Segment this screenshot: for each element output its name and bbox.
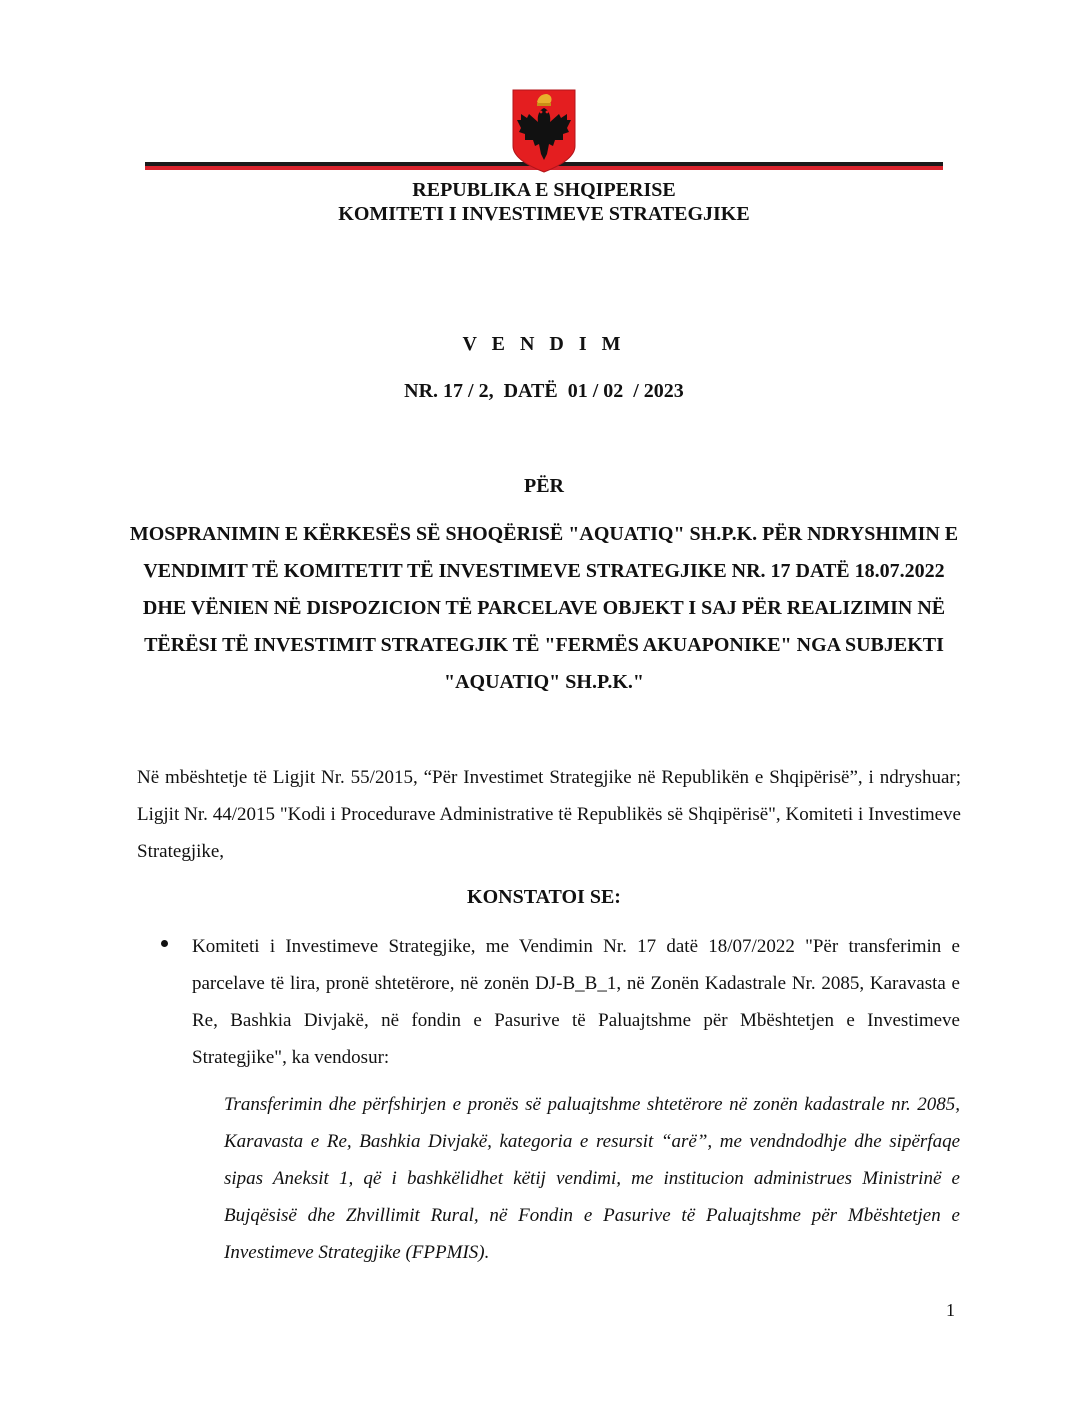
- decision-number: NR. 17 / 2, DATË 01 / 02 / 2023: [404, 380, 684, 402]
- header-committee: KOMITETI I INVESTIMEVE STRATEGJIKE: [338, 203, 750, 225]
- quoted-decision: Transferimin dhe përfshirjen e pronës së paluajtshme shtetërore në zonën kadastrale nr. 2085, Karavasta e Re, Bashkia Divjakë, kategoria e resursit “arë”, me vendndodhje dhe sipërfaqe sipas Aneksit 1, që i bashkëlidhet këtij vendimi, me institucion administrues Ministrinë e Bujqësisë dhe Zhvillimit Rural, në Fondin e Pasurive të Paluajtshme për Mbështetjen e Investimeve Strategjike (FPPMIS).: [224, 1094, 960, 1263]
- albanian-coat-of-arms-icon: [511, 88, 577, 174]
- bullet-paragraph: Komiteti i Investimeve Strategjike, me Vendimin Nr. 17 datë 18/07/2022 "Për transferimin e parcelave të lira, pronë shtetërore, në zonën DJ-B_B_1, në Zonën Kadastrale Nr. 2085, Karavasta e Re, Bashkia Divjakë, në fondin e Pasurive të Paluajtshme për Mbështetjen e Investimeve Strategjike", ka vendosur:: [192, 936, 960, 1068]
- bullet-icon: [161, 940, 168, 947]
- konstatoi-heading: KONSTATOI SE:: [467, 886, 621, 908]
- page-number: 1: [946, 1300, 955, 1320]
- header-republic: REPUBLIKA E SHQIPERISE: [412, 179, 676, 201]
- decision-type: V E N D I M: [462, 333, 626, 355]
- intro-paragraph: Në mbështetje të Ligjit Nr. 55/2015, “Për Investimet Strategjike në Republikën e Shqipërisë”, i ndryshuar; Ligjit Nr. 44/2015 "Kodi i Procedurave Administrative të Republikës së Shqipërisë", Komiteti i Investimeve Strategjike,: [137, 767, 961, 862]
- decision-title: MOSPRANIMIN E KËRKESËS SË SHOQËRISË "AQUATIQ" SH.P.K. PËR NDRYSHIMIN E VENDIMIT TË KOMITETIT TË INVESTIMEVE STRATEGJIKE NR. 17 DATË 18.07.2022 DHE VËNIEN NË DISPOZICION TË PARCELAVE OBJEKT I SAJ PËR REALIZIMIN NË TËRËSI TË INVESTIMIT STRATEGJIK TË "FERMËS AKUAPONIKE" NGA SUBJEKTI "AQUATIQ" SH.P.K.": [129, 523, 959, 693]
- decision-per: PËR: [524, 475, 564, 497]
